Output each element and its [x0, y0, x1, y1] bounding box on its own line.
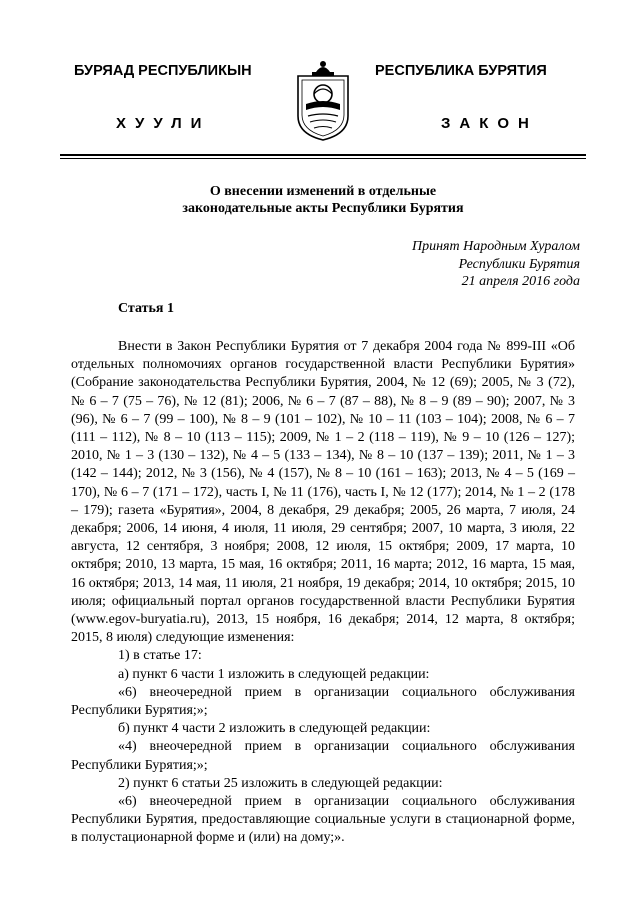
paragraph-item: 1) в статье 17:	[118, 648, 202, 664]
paragraph-item: 2) пункт 6 статьи 25 изложить в следующей редакции:	[118, 775, 443, 791]
law-title	[60, 183, 586, 217]
adoption-note	[412, 238, 580, 291]
paragraph-main: Внести в Закон Республики Бурятия от 7 декабря 2004 года № 899-III «Об отдельных полномочиях органов государственной власти Республики Бурятия» (Собрание законодательства Республики Бурятия, 2004, № 12 (69); 2005, № 3 (72), № 6 – 7 (75 – 76), № 12 (81); 2006, № 6 – 7 (87 – 88), № 8 – 9 (89 – 90); 2007, № 3 (96), № 6 – 7 (99 – 100), № 8 – 9 (101 – 102), № 10 – 11 (103 – 104); 2008, № 6 – 7 (111 – 112), № 8 – 10 (113 – 115); 2009, № 1 – 2 (118 – 119), № 9 – 10 (126 – 127); 2010, № 1 – 3 (130 – 132), № 4 – 5 (133 – 134), № 8 – 10 (137 – 139); 2011, № 1 – 3 (142 – 144); 2012, № 3 (156), № 4 (157), № 8 – 10 (161 – 163); 2013, № 4 – 5 (169 – 170), № 6 – 7 (171 – 172), часть I, № 11 (176), часть I, № 12 (177); 2014, № 1 – 2 (178 – 179); газета «Бурятия», 2004, 8 декабря, 29 декабря; 2005, 26 марта, 7 июля, 24 декабря; 2006, 14 июня, 4 июля, 11 июля, 29 сентября; 2007, 10 марта, 3 июля, 22 августа, 12 сентября, 3 ноября; 2008, 12 июля, 15 октября; 2009, 17 марта, 10 октября; 2010, 13 марта, 15 мая, 16 октября; 2011, 16 марта; 2012, 16 марта, 15 мая, 16 октября; 2013, 14 мая, 11 июля, 21 ноября, 19 декабря; 2014, 10 октября; 2015, 10 июля; официальный портал органов государственной власти Республики Бурятия (www.egov-buryatia.ru), 2013, 15 ноября, 16 декабря; 2014, 12 марта, 8 октября; 2015, 8 июля) следующие изменения:	[71, 339, 575, 646]
paragraph-item: а) пункт 6 части 1 изложить в следующей редакции:	[118, 666, 430, 682]
header-rule-thick	[60, 154, 586, 156]
header-left-subtitle: ХУУЛИ	[116, 115, 211, 132]
adoption-note-line-1: Принят Народным Хуралом	[411, 239, 580, 254]
article-body	[71, 338, 575, 848]
header-right-subtitle: ЗАКОН	[441, 115, 538, 132]
paragraph-item: «6) внеочередной прием в организации социального обслуживания Республики Бурятия;»;	[71, 684, 575, 719]
adoption-date: 21 апреля 2016 года	[461, 274, 580, 289]
article-heading: Статья 1	[118, 301, 174, 316]
coat-of-arms-emblem	[292, 58, 354, 142]
adoption-note-line-2: Республики Бурятия	[458, 256, 580, 272]
header-right-title: РЕСПУБЛИКА БУРЯТИЯ	[375, 63, 547, 79]
paragraph-item: «6) внеочередной прием в организации социального обслуживания Республики Бурятия, предоставляющие социальные услуги в стационарной форме, в полустационарной форме и (или) на дому;».	[71, 794, 575, 846]
law-title-line-2: законодательные акты Республики Бурятия	[182, 201, 464, 216]
paragraph-item: б) пункт 4 части 2 изложить в следующей редакции:	[118, 721, 431, 737]
header-left-title: БУРЯАД РЕСПУБЛИКЫН	[74, 63, 252, 79]
law-title-line-1: О внесении изменений в отдельные	[209, 184, 437, 199]
paragraph-item: «4) внеочередной прием в организации социального обслуживания Республики Бурятия;»;	[71, 739, 575, 773]
header-rule-thin	[60, 158, 586, 159]
